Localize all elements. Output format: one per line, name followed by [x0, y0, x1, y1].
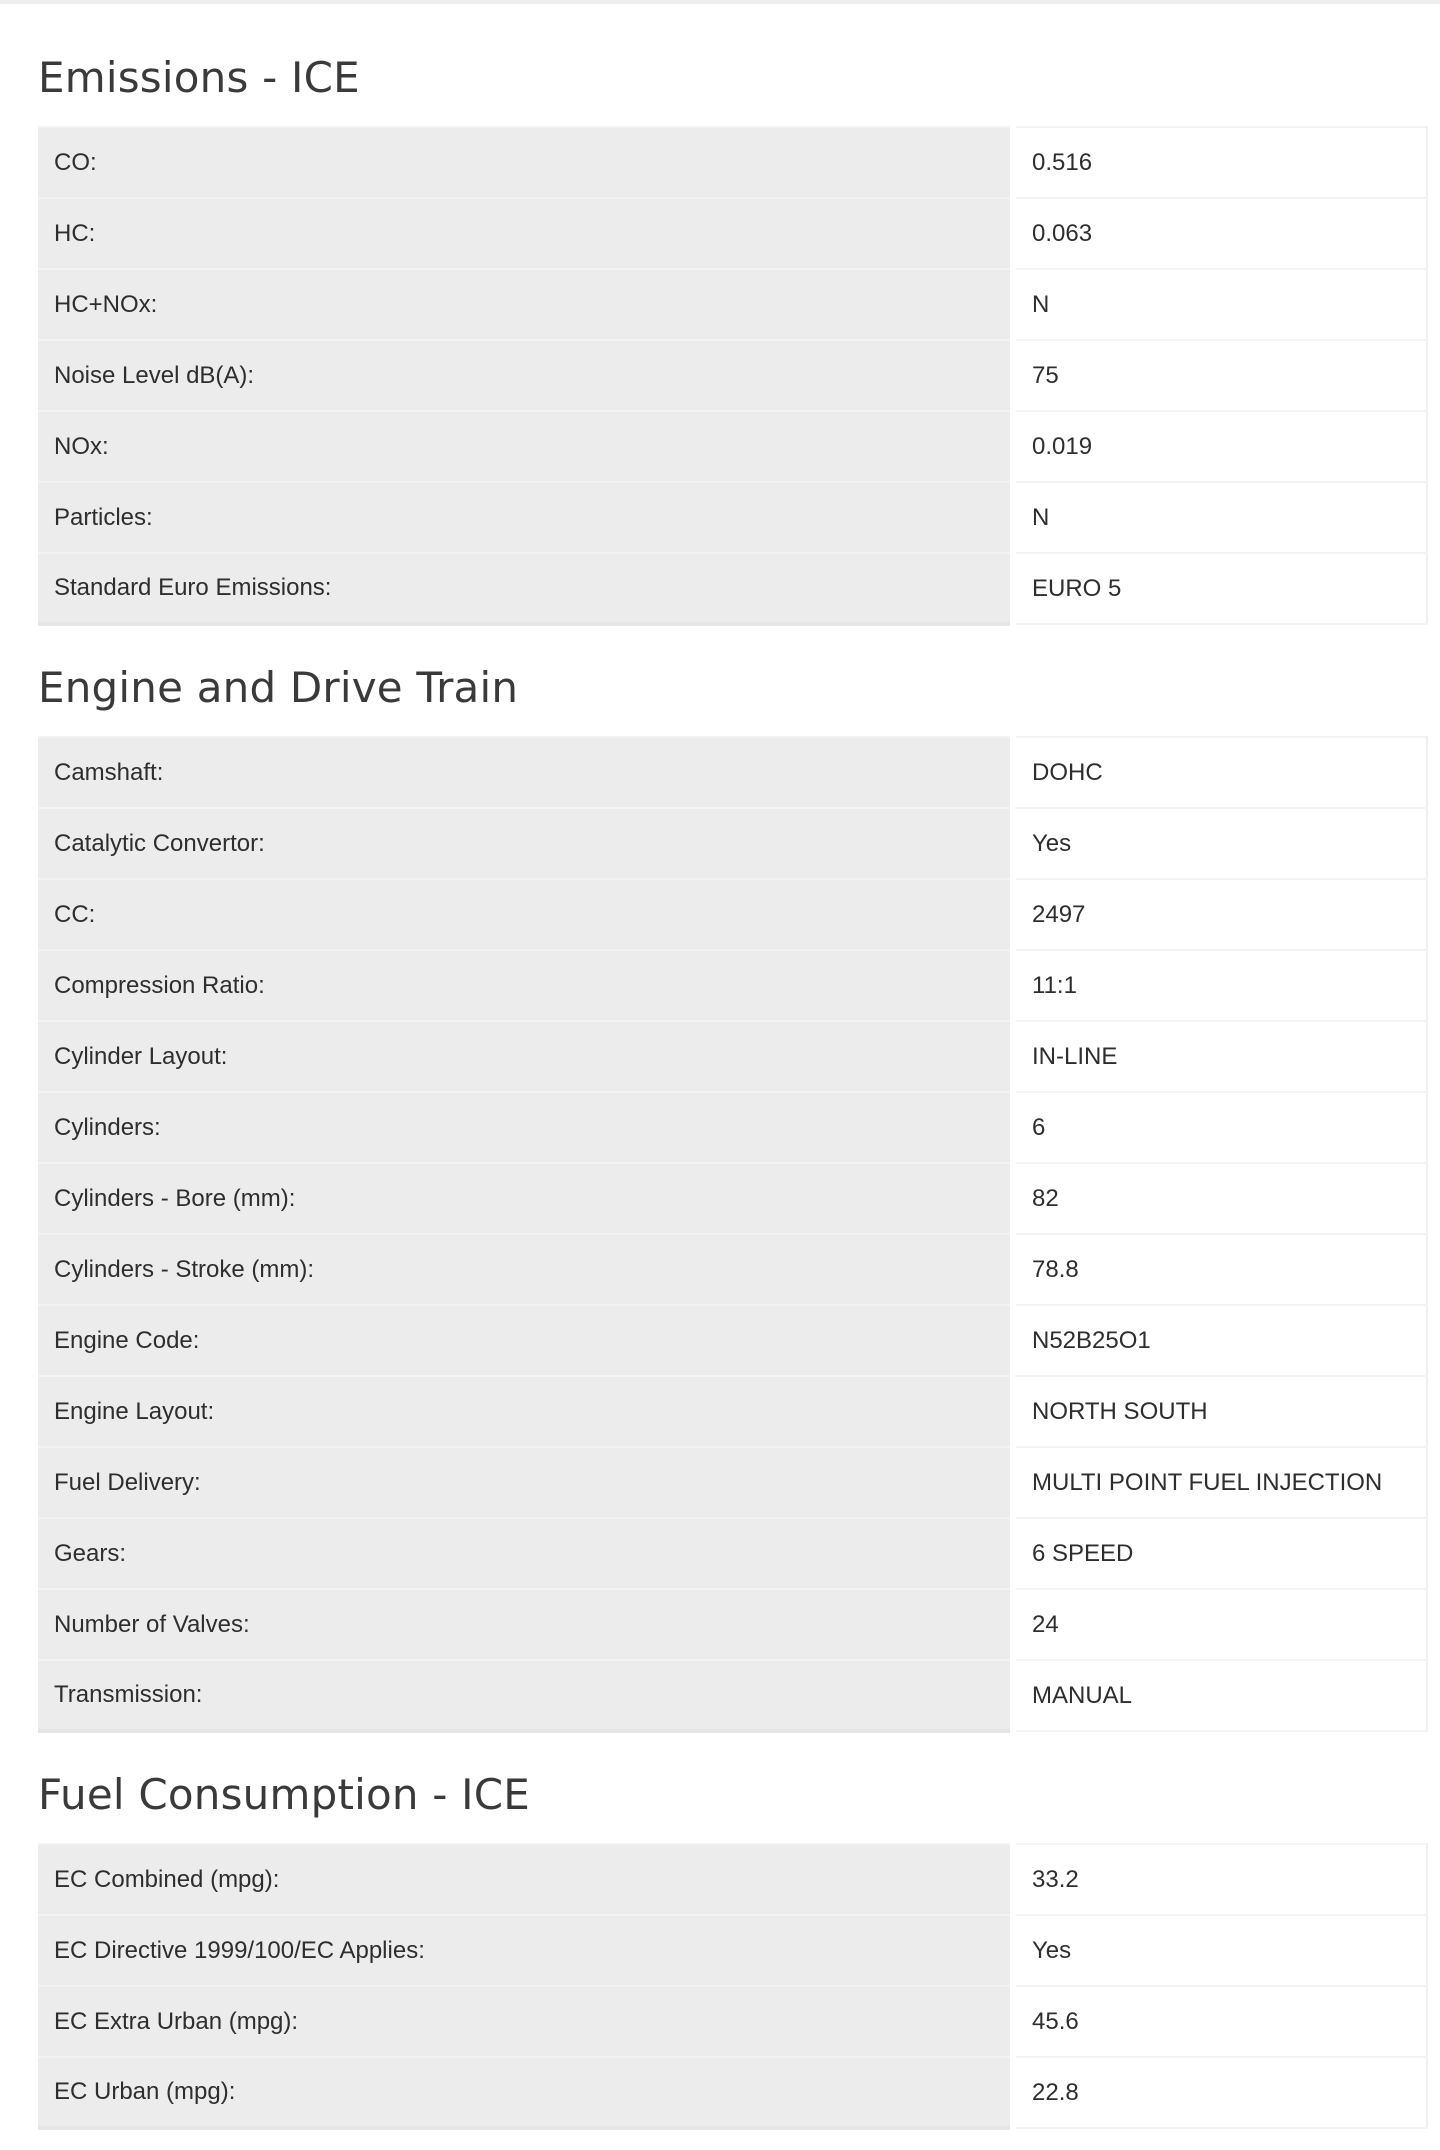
spec-value: 24 — [1013, 1589, 1427, 1660]
spec-value: 78.8 — [1013, 1234, 1427, 1305]
table-row — [38, 950, 1427, 1021]
spec-value: N52B25O1 — [1013, 1305, 1427, 1376]
spec-value: EURO 5 — [1013, 553, 1427, 624]
spec-label: EC Urban (mpg): — [38, 2057, 1013, 2128]
spec-label: CO: — [38, 127, 1013, 198]
spec-value: N — [1013, 482, 1427, 553]
spec-value: 33.2 — [1013, 1844, 1427, 1915]
spec-value: Yes — [1013, 808, 1427, 879]
table-row — [38, 1447, 1427, 1518]
spec-label: Noise Level dB(A): — [38, 340, 1013, 411]
table-row — [38, 1844, 1427, 1915]
table-row — [38, 1092, 1427, 1163]
spec-label: Catalytic Convertor: — [38, 808, 1013, 879]
spec-value: Yes — [1013, 1915, 1427, 1986]
table-row — [38, 1986, 1427, 2057]
spec-value: 11:1 — [1013, 950, 1427, 1021]
spec-label: HC: — [38, 198, 1013, 269]
spec-value: NORTH SOUTH — [1013, 1376, 1427, 1447]
spec-label: Gears: — [38, 1518, 1013, 1589]
spec-value: 2497 — [1013, 879, 1427, 950]
engine-table — [38, 736, 1428, 1733]
spec-value: N — [1013, 269, 1427, 340]
table-row — [38, 1660, 1427, 1731]
table-row — [38, 808, 1427, 879]
section-title-engine: Engine and Drive Train — [38, 663, 519, 712]
spec-label: CC: — [38, 879, 1013, 950]
spec-value: DOHC — [1013, 737, 1427, 808]
table-row — [38, 198, 1427, 269]
spec-value: IN-LINE — [1013, 1021, 1427, 1092]
spec-label: Particles: — [38, 482, 1013, 553]
spec-content — [38, 36, 1428, 2150]
spec-label: Transmission: — [38, 1660, 1013, 1731]
table-row — [38, 482, 1427, 553]
table-row — [38, 553, 1427, 624]
spec-label: Cylinder Layout: — [38, 1021, 1013, 1092]
spec-label: Cylinders - Bore (mm): — [38, 1163, 1013, 1234]
spec-value: 0.019 — [1013, 411, 1427, 482]
spec-value: 22.8 — [1013, 2057, 1427, 2128]
spec-label: Engine Layout: — [38, 1376, 1013, 1447]
table-row — [38, 127, 1427, 198]
table-row — [38, 1518, 1427, 1589]
spec-label: EC Combined (mpg): — [38, 1844, 1013, 1915]
spec-label: Standard Euro Emissions: — [38, 553, 1013, 624]
table-row — [38, 1163, 1427, 1234]
spec-label: Camshaft: — [38, 737, 1013, 808]
spec-label: Number of Valves: — [38, 1589, 1013, 1660]
spec-value: 45.6 — [1013, 1986, 1427, 2057]
table-row — [38, 1589, 1427, 1660]
fuel-consumption-table — [38, 1843, 1428, 2130]
top-divider — [0, 0, 1440, 4]
table-row — [38, 1915, 1427, 1986]
spec-label: Engine Code: — [38, 1305, 1013, 1376]
spec-value: 0.063 — [1013, 198, 1427, 269]
spec-value: MANUAL — [1013, 1660, 1427, 1731]
table-row — [38, 2057, 1427, 2128]
table-row — [38, 340, 1427, 411]
section-title-fuel-consumption: Fuel Consumption - ICE — [38, 1770, 531, 1819]
spec-label: EC Directive 1999/100/EC Applies: — [38, 1915, 1013, 1986]
spec-value: 0.516 — [1013, 127, 1427, 198]
table-row — [38, 879, 1427, 950]
table-row — [38, 737, 1427, 808]
spec-label: Cylinders: — [38, 1092, 1013, 1163]
spec-value: 75 — [1013, 340, 1427, 411]
spec-value: MULTI POINT FUEL INJECTION — [1013, 1447, 1427, 1518]
spec-label: Cylinders - Stroke (mm): — [38, 1234, 1013, 1305]
spec-label: Fuel Delivery: — [38, 1447, 1013, 1518]
spec-value: 82 — [1013, 1163, 1427, 1234]
table-row — [38, 411, 1427, 482]
table-row — [38, 1305, 1427, 1376]
table-row — [38, 1376, 1427, 1447]
spec-label: Compression Ratio: — [38, 950, 1013, 1021]
table-row — [38, 1234, 1427, 1305]
spec-label: NOx: — [38, 411, 1013, 482]
table-row — [38, 1021, 1427, 1092]
emissions-table — [38, 126, 1428, 626]
spec-value: 6 — [1013, 1092, 1427, 1163]
table-row — [38, 269, 1427, 340]
section-title-emissions: Emissions - ICE — [38, 53, 360, 102]
spec-label: HC+NOx: — [38, 269, 1013, 340]
spec-label: EC Extra Urban (mpg): — [38, 1986, 1013, 2057]
spec-value: 6 SPEED — [1013, 1518, 1427, 1589]
